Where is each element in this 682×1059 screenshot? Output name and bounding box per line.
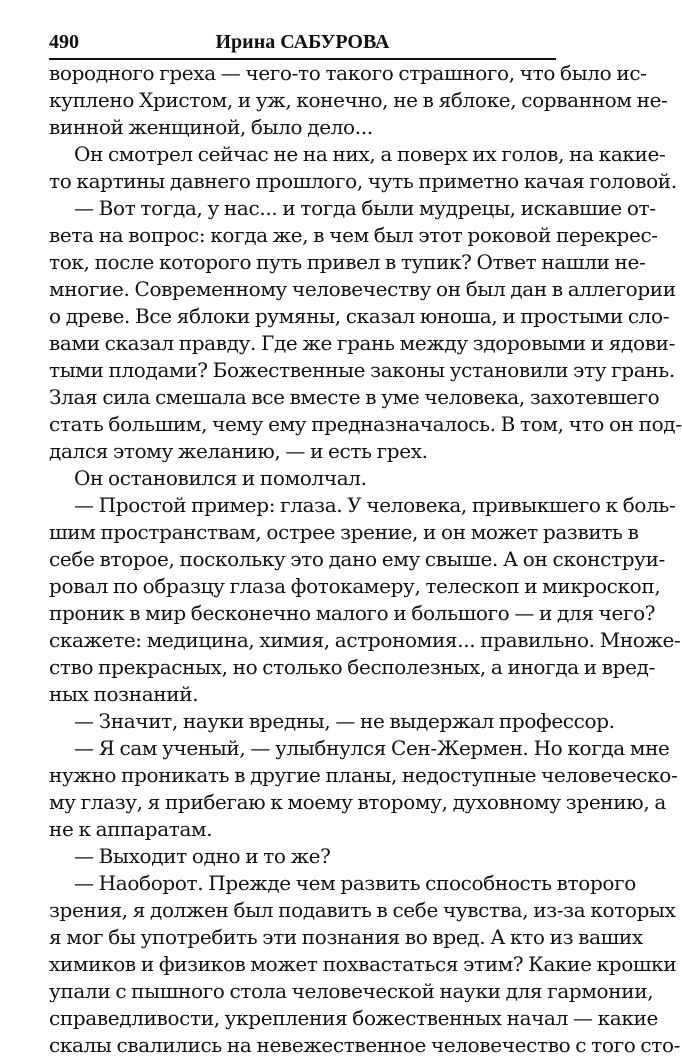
text-line: не к аппаратам.	[49, 817, 213, 841]
text-line: ных познаний.	[49, 682, 199, 706]
text-line: — Наоборот. Прежде чем развить способность второго	[74, 871, 636, 895]
text-line: себе второе, поскольку это дано ему свыше. А он сконструи-	[49, 547, 665, 571]
text-line: — Я сам ученый, — улыбнулся Сен-Жермен. Но когда мне	[74, 736, 670, 760]
running-title: Ирина САБУРОВА	[215, 31, 390, 53]
text-line: Он смотрел сейчас не на них, а поверх их голов, на какие-	[74, 142, 666, 166]
text-line: упали с пышного стола человеческой науки для гармонии,	[49, 979, 654, 1003]
page-header	[49, 30, 556, 60]
text-line: скалы свалились на невежественное человечество с того сто-	[49, 1033, 681, 1057]
text-line: Он остановился и помолчал.	[74, 466, 367, 490]
text-line: многие. Современному человечеству он был дан в аллегории	[49, 277, 676, 301]
text-line: стать большим, чему ему предназначалось. В том, что он под-	[49, 412, 682, 436]
text-line: вородного греха — чего-то такого страшного, что было ис-	[49, 61, 647, 85]
text-line: зрения, я должен был подавить в себе чувства, из-за которых	[49, 898, 676, 922]
text-line: я мог бы употребить эти познания во вред. А кто из ваших	[49, 925, 643, 949]
text-line: проник в мир бесконечно малого и большого — и для чего?	[49, 601, 656, 625]
text-line: ство прекрасных, но столько бесполезных, а иногда и вред-	[49, 655, 655, 679]
text-line: то картины давнего прошлого, чуть приметно качая головой.	[49, 169, 677, 193]
text-line: — Вот тогда, у нас... и тогда были мудрецы, искавшие от-	[74, 196, 656, 220]
text-line: — Выходит одно и то же?	[74, 844, 331, 868]
text-line: шим пространствам, острее зрение, и он может развить в	[49, 520, 639, 544]
text-line: ровал по образцу глаза фотокамеру, телескоп и микроскоп,	[49, 574, 661, 598]
text-line: — Значит, науки вредны, — не выдержал профессор.	[74, 709, 615, 733]
text-line: му глазу, я прибегаю к моему второму, духовному зрению, а	[49, 790, 666, 814]
body-text	[49, 60, 682, 1059]
text-line: химиков и физиков может похвастаться этим? Какие крошки	[49, 952, 677, 976]
text-line: о древе. Все яблоки румяны, сказал юноша, и простыми сло-	[49, 304, 670, 328]
text-line: нужно проникать в другие планы, недоступные человеческо-	[49, 763, 678, 787]
text-line: скажете: медицина, химия, астрономия... правильно. Множе-	[49, 628, 681, 652]
text-line: — Простой пример: глаза. У человека, привыкшего к боль-	[74, 493, 676, 517]
text-line: тыми плодами? Божественные законы установили эту грань.	[49, 358, 675, 382]
text-line: винной женщиной, было дело...	[49, 115, 373, 139]
page-number: 490	[49, 31, 79, 53]
text-line: куплено Христом, и уж, конечно, не в яблоке, сорванном не-	[49, 88, 668, 112]
text-line: вета на вопрос: когда же, в чем был этот роковой перекрес-	[49, 223, 658, 247]
text-line: справедливости, укрепления божественных начал — какие	[49, 1006, 658, 1030]
text-line: вами сказал правду. Где же грань между здоровыми и ядови-	[49, 331, 676, 355]
text-line: дался этому желанию, — и есть грех.	[49, 439, 428, 463]
text-line: ток, после которого путь привел в тупик? Ответ нашли не-	[49, 250, 646, 274]
text-line: Злая сила смешала все вместе в уме человека, захотевшего	[49, 385, 660, 409]
